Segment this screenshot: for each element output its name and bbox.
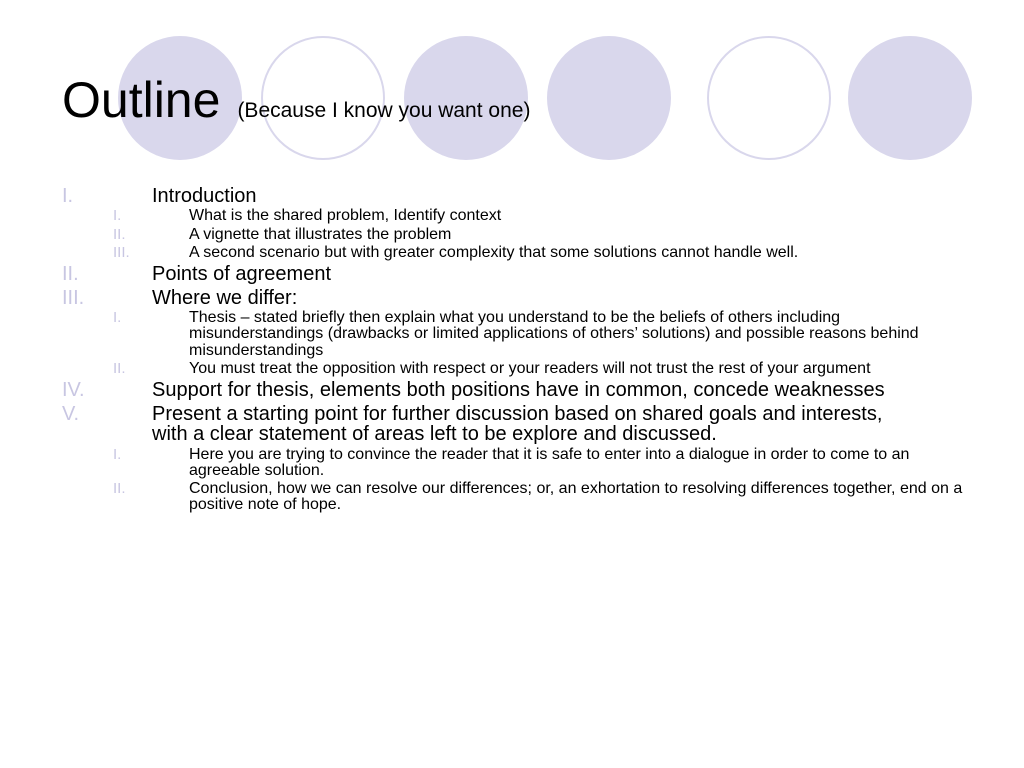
outline-subnumeral: II. (113, 360, 126, 378)
outline-subtext: What is the shared problem, Identify context (189, 207, 502, 225)
outline-subnumeral: I. (113, 309, 122, 327)
title-main: Outline (62, 72, 221, 128)
outline-list (0, 183, 1024, 514)
outline-subtext: Thesis – stated briefly then explain what you understand to be the beliefs of others including misunderstandings (drawbacks or limited applications of others’ solutions) and possible reasons behind misunderstandings (189, 309, 919, 359)
outline-subitem (0, 361, 1024, 377)
decorative-circle-outlined (707, 36, 831, 160)
outline-text: Introduction (152, 185, 257, 207)
outline-subitem (0, 447, 1024, 480)
outline-text: Where we differ: (152, 286, 298, 309)
decorative-circle-filled (547, 36, 671, 160)
outline-subnumeral: II. (113, 480, 126, 498)
title-subtitle: (Because I know you want one) (237, 99, 531, 122)
outline-subnumeral: I. (113, 445, 122, 463)
outline-subitem (0, 245, 1024, 261)
outline-subitem (0, 227, 1024, 243)
slide-title (62, 72, 530, 128)
outline-text: Present a starting point for further discussion based on shared goals and interests, with a clear statement of areas left to be explore and discussed. (152, 402, 883, 446)
outline-numeral: II. (62, 263, 79, 286)
outline-item (0, 186, 1024, 206)
outline-item (0, 404, 1024, 445)
outline-item (0, 380, 1024, 400)
outline-subnumeral: III. (113, 244, 130, 262)
outline-subtext: Conclusion, how we can resolve our differences; or, an exhortation to resolving differences together, end on a positive note of hope. (189, 480, 963, 514)
outline-item (0, 264, 1024, 284)
outline-item (0, 288, 1024, 308)
outline-numeral: III. (62, 286, 85, 309)
outline-subnumeral: II. (113, 225, 126, 243)
decorative-circle-filled (848, 36, 972, 160)
outline-subtext: A vignette that illustrates the problem (189, 225, 452, 243)
outline-subitem (0, 481, 1024, 514)
outline-text: Points of agreement (152, 263, 331, 286)
outline-subtext: You must treat the opposition with respect or your readers will not trust the rest of your argument (189, 360, 871, 378)
outline-subitem (0, 310, 1024, 359)
outline-subtext: A second scenario but with greater complexity that some solutions cannot handle well. (189, 244, 799, 262)
outline-numeral: V. (62, 402, 80, 425)
outline-numeral: IV. (62, 379, 85, 402)
outline-subitem (0, 208, 1024, 224)
outline-numeral: I. (62, 185, 74, 207)
outline-text: Support for thesis, elements both positions have in common, concede weaknesses (152, 379, 885, 402)
outline-subtext: Here you are trying to convince the reader that it is safe to enter into a dialogue in order to come to an agreeable solution. (189, 445, 910, 479)
outline-subnumeral: I. (113, 207, 122, 225)
